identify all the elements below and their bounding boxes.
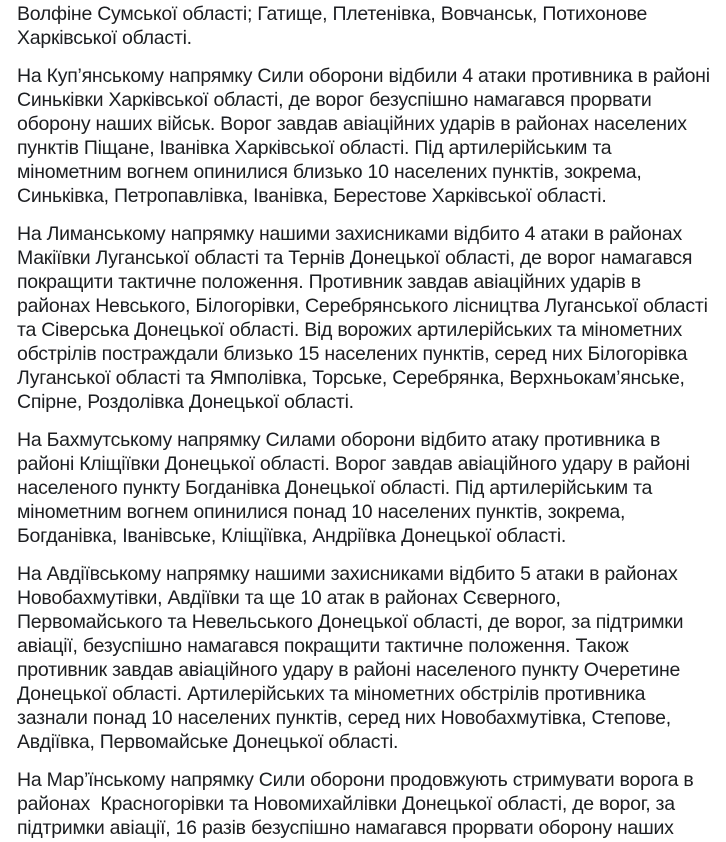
post-paragraph-sumy-kharkiv-settlements: Волфіне Сумської області; Гатище, Плетенівка, Вовчанськ, Потихонове Харківської області. (17, 3, 653, 49)
post-paragraph-bakhmut-direction: На Бахмутському напрямку Силами оборони відбито атаку противника в районі Кліщіївки Донецької області. Ворог завдав авіаційного удару в районі населеного пункту Богданівка Донецької області. Під артилерійським та мінометним вогнем опинилися понад 10 населених пунктів, зокрема, Богданівка, Іванівське, Кліщіївка, Андріївка Донецької області. (17, 429, 696, 547)
post-paragraph-avdiivka-direction: На Авдіївському напрямку нашими захисниками відбито 5 атаки в районах Новобахмутівки, Авдіївки та ще 10 атак в районах Сєверного, Первомайського та Невельського Донецької області, де ворог, за підтримки авіації, безуспішно намагався покращити тактичне положення. Також противник завдав авіаційного удару в районі населеного пункту Очеретине Донецької області. Артилерійських та мінометних обстрілів противника зазнали понад 10 населених пунктів, серед них Новобахмутівка, Степове, Авдіївка, Первомайське Донецької області. (17, 563, 689, 753)
post-paragraph-lyman-direction: На Лиманському напрямку нашими захисниками відбито 4 атаки в районах Макіївки Луганської області та Тернів Донецької області, де ворог намагався покращити тактичне положення. Противник завдав авіаційних ударів в районах Невського, Білогорівки, Серебрянського лісництва Луганської області та Сіверська Донецької області. Від ворожих артилерійських та мінометних обстрілів постраждали близько 15 населених пунктів, серед них Білогорівка Луганської області та Ямполівка, Торське, Серебрянка, Верхньокам’янське, Спірне, Роздолівка Донецької області. (17, 223, 713, 413)
post-paragraph-kupiansk-direction: На Куп’янському напрямку Сили оборони відбили 4 атаки противника в районі Синьківки Харківської області, де ворог безуспішно намагався прорвати оборону наших військ. Ворог завдав авіаційних ударів в районах населених пунктів Піщане, Іванівка Харківської області. Під артилерійським та мінометним вогнем опинилися близько 10 населених пунктів, зокрема, Синьківка, Петропавлівка, Іванівка, Берестове Харківської області. (17, 65, 715, 207)
post-paragraph-marinka-direction: На Мар’їнському напрямку Сили оборони продовжують стримувати ворога в районах Красногорівки та Новомихайлівки Донецької області, де ворог, за підтримки авіації, 16 разів безуспішно намагався прорвати оборону наших (17, 769, 699, 839)
